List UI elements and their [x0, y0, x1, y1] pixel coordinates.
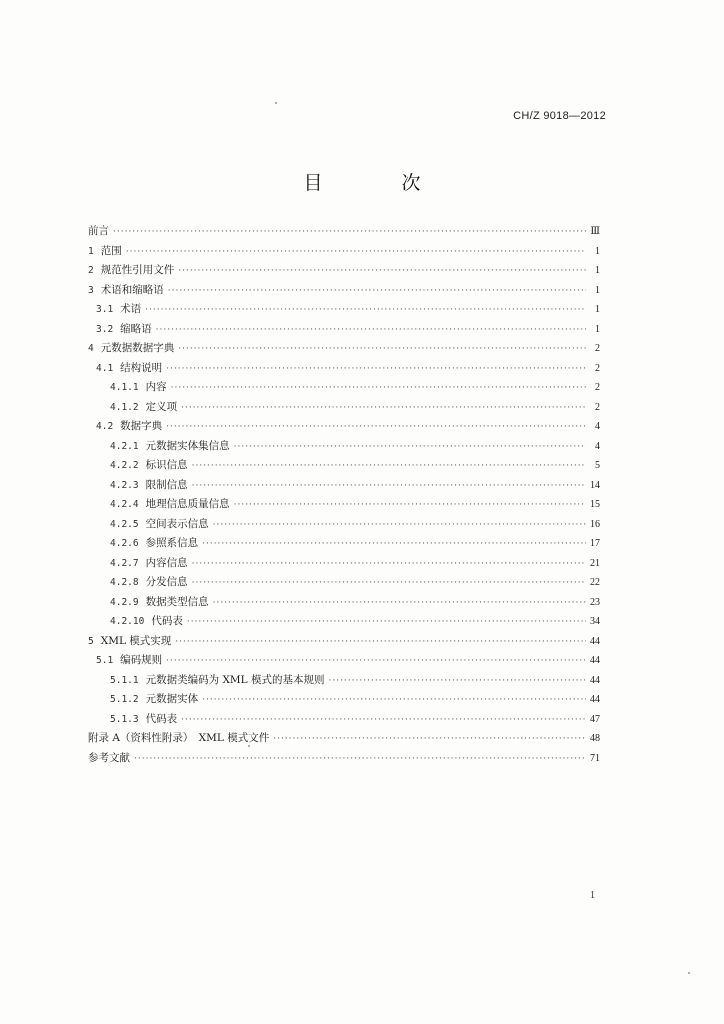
toc-entry-number: 4: [88, 343, 94, 354]
toc-dot-leader: [192, 457, 586, 477]
toc-entry-page: 21: [590, 557, 600, 569]
toc-entry[interactable]: [88, 690, 600, 710]
toc-dot-leader: [166, 418, 586, 438]
table-of-contents: [88, 222, 600, 768]
toc-entry[interactable]: [88, 242, 600, 262]
toc-entry-page: 47: [590, 713, 600, 725]
toc-entry-title: 前言: [88, 225, 109, 237]
toc-entry[interactable]: [88, 476, 600, 496]
toc-entry-page: 71: [590, 752, 600, 764]
toc-entry[interactable]: [88, 729, 600, 749]
toc-dot-leader: [273, 730, 586, 750]
toc-entry-number: 2: [88, 265, 94, 276]
toc-dot-leader: [187, 613, 586, 633]
toc-entry[interactable]: [88, 515, 600, 535]
toc-entry-number: 4.2.7: [110, 557, 139, 569]
toc-entry-number: 3: [88, 284, 94, 296]
toc-entry-number: 4.2.3: [110, 479, 139, 491]
toc-entry-page: 16: [590, 518, 600, 530]
toc-entry-number: 4.2.6: [110, 538, 139, 549]
toc-entry-page: 2: [595, 362, 600, 374]
toc-dot-leader: [202, 535, 586, 555]
toc-dot-leader: [145, 301, 586, 321]
toc-entry-number: 4.2.10: [110, 616, 145, 627]
toc-entry-number: 5.1.2: [110, 694, 139, 705]
toc-entry-page: 1: [595, 304, 600, 315]
toc-entry-number: 1: [88, 245, 94, 257]
toc-entry-number: 5.1.3: [110, 713, 139, 725]
toc-dot-leader: [178, 340, 586, 360]
toc-dot-leader: [166, 652, 586, 672]
toc-entry-page: 17: [590, 538, 600, 549]
toc-entry-number: 4.2.9: [110, 596, 139, 608]
toc-entry[interactable]: [88, 632, 600, 652]
toc-dot-leader: [168, 282, 586, 302]
toc-entry-page: Ⅲ: [590, 226, 600, 237]
toc-entry-number: 4.2.5: [110, 518, 139, 530]
toc-entry-number: 5.1: [96, 655, 114, 666]
toc-dot-leader: [181, 711, 586, 731]
toc-entry-title: 代码表: [151, 615, 183, 627]
toc-entry-page: 23: [590, 596, 600, 608]
toc-entry-number: 3.2: [96, 323, 114, 335]
toc-entry-title: 地理信息质量信息: [145, 498, 230, 510]
toc-entry-page: 44: [590, 674, 600, 686]
toc-entry[interactable]: [88, 534, 600, 554]
toc-entry-title: 定义项: [145, 400, 178, 413]
toc-dot-leader: [328, 672, 586, 692]
toc-dot-leader: [213, 594, 586, 614]
toc-entry-page: 1: [595, 245, 600, 257]
toc-entry-title: 参考文献: [88, 751, 130, 764]
toc-entry[interactable]: [88, 281, 600, 301]
toc-entry-title: 缩略语: [120, 322, 152, 335]
toc-entry-title: 元数据实体集信息: [145, 439, 230, 452]
toc-entry[interactable]: [88, 222, 600, 242]
toc-dot-leader: [192, 555, 586, 575]
toc-dot-leader: [181, 399, 586, 419]
toc-entry[interactable]: [88, 573, 600, 593]
toc-entry-title: 规范性引用文件: [100, 264, 175, 276]
toc-entry-page: 44: [590, 635, 600, 647]
toc-entry-title: 数据字典: [120, 420, 163, 432]
toc-entry[interactable]: [88, 749, 600, 769]
toc-entry-page: 1: [595, 284, 600, 296]
toc-entry-title: 附录 A（资料性附录） XML 模式文件: [88, 732, 270, 744]
page-number: 1: [590, 890, 595, 901]
toc-entry-title: 代码表: [145, 712, 178, 725]
toc-entry[interactable]: [88, 593, 600, 613]
toc-entry[interactable]: [88, 456, 600, 476]
toc-entry[interactable]: [88, 612, 600, 632]
toc-dot-leader: [134, 750, 586, 770]
toc-dot-leader: [126, 243, 586, 263]
toc-dot-leader: [234, 438, 586, 458]
toc-entry[interactable]: [88, 261, 600, 281]
standard-code: CH/Z 9018—2012: [513, 110, 606, 122]
toc-entry-title: 内容信息: [145, 556, 188, 569]
toc-entry-number: 4.2: [96, 421, 114, 432]
toc-title: 目 次: [303, 172, 451, 194]
toc-entry-number: 4.2.4: [110, 499, 139, 510]
toc-entry-title: 标识信息: [145, 459, 188, 471]
toc-entry-page: 1: [595, 265, 600, 276]
toc-entry[interactable]: [88, 300, 600, 320]
toc-entry-page: 22: [590, 577, 600, 588]
toc-dot-leader: [202, 691, 586, 711]
toc-dot-leader: [234, 496, 586, 516]
toc-entry-number: 3.1: [96, 304, 114, 315]
scan-speck: [688, 972, 690, 974]
toc-entry[interactable]: [88, 359, 600, 379]
toc-entry-page: 5: [595, 460, 600, 471]
toc-entry-page: 48: [590, 733, 600, 744]
toc-entry-title: 编码规则: [120, 654, 163, 666]
toc-entry[interactable]: [88, 671, 600, 691]
toc-entry-page: 44: [590, 655, 600, 666]
toc-entry[interactable]: [88, 495, 600, 515]
toc-entry-title: 范围: [100, 244, 122, 257]
toc-entry-page: 34: [590, 616, 600, 627]
toc-dot-leader: [192, 477, 586, 497]
toc-entry-title: 结构说明: [120, 361, 163, 374]
toc-entry[interactable]: [88, 651, 600, 671]
toc-entry-title: 术语: [120, 303, 142, 315]
toc-entry-number: 4.1.1: [110, 382, 139, 393]
toc-entry-page: 2: [595, 382, 600, 393]
toc-entry-title: 术语和缩略语: [100, 283, 164, 296]
toc-dot-leader: [192, 574, 586, 594]
toc-entry[interactable]: [88, 320, 600, 340]
toc-entry-page: 4: [595, 421, 600, 432]
scan-speck: [275, 102, 277, 104]
toc-entry-title: 限制信息: [145, 478, 188, 491]
toc-entry-title: 元数据类编码为 XML 模式的基本规则: [145, 673, 325, 686]
toc-dot-leader: [213, 516, 586, 536]
toc-entry[interactable]: [88, 710, 600, 730]
toc-entry[interactable]: [88, 554, 600, 574]
toc-entry-title: 参照系信息: [145, 537, 199, 549]
toc-entry-page: 4: [595, 440, 600, 452]
toc-entry-page: 14: [590, 479, 600, 491]
toc-entry-number: 4.2.1: [110, 440, 139, 452]
toc-entry-title: XML 模式实现: [100, 634, 172, 647]
toc-dot-leader: [171, 379, 586, 399]
toc-entry[interactable]: [88, 417, 600, 437]
toc-entry-title: 分发信息: [145, 576, 188, 588]
toc-entry-page: 1: [595, 323, 600, 335]
scan-speck: [248, 745, 250, 747]
toc-entry[interactable]: [88, 437, 600, 457]
toc-entry-number: 4.1.2: [110, 401, 139, 413]
toc-entry-page: 44: [590, 694, 600, 705]
toc-dot-leader: [175, 633, 586, 653]
toc-entry-title: 空间表示信息: [145, 517, 209, 530]
toc-entry-number: 4.1: [96, 362, 114, 374]
toc-entry-title: 数据类型信息: [145, 595, 209, 608]
toc-entry-title: 元数据实体: [145, 693, 199, 705]
toc-entry-number: 5: [88, 635, 94, 647]
toc-entry-page: 2: [595, 343, 600, 354]
toc-dot-leader: [166, 360, 586, 380]
toc-dot-leader: [113, 223, 586, 243]
toc-entry[interactable]: [88, 378, 600, 398]
toc-entry-number: 4.2.8: [110, 577, 139, 588]
toc-entry-page: 15: [590, 499, 600, 510]
toc-entry[interactable]: [88, 398, 600, 418]
toc-entry-title: 元数据数据字典: [100, 342, 175, 354]
toc-entry-title: 内容: [145, 381, 167, 393]
toc-entry-number: 5.1.1: [110, 674, 139, 686]
toc-entry[interactable]: [88, 339, 600, 359]
toc-entry-number: 4.2.2: [110, 460, 139, 471]
toc-entry-page: 2: [595, 401, 600, 413]
toc-dot-leader: [156, 321, 586, 341]
toc-dot-leader: [178, 262, 586, 282]
